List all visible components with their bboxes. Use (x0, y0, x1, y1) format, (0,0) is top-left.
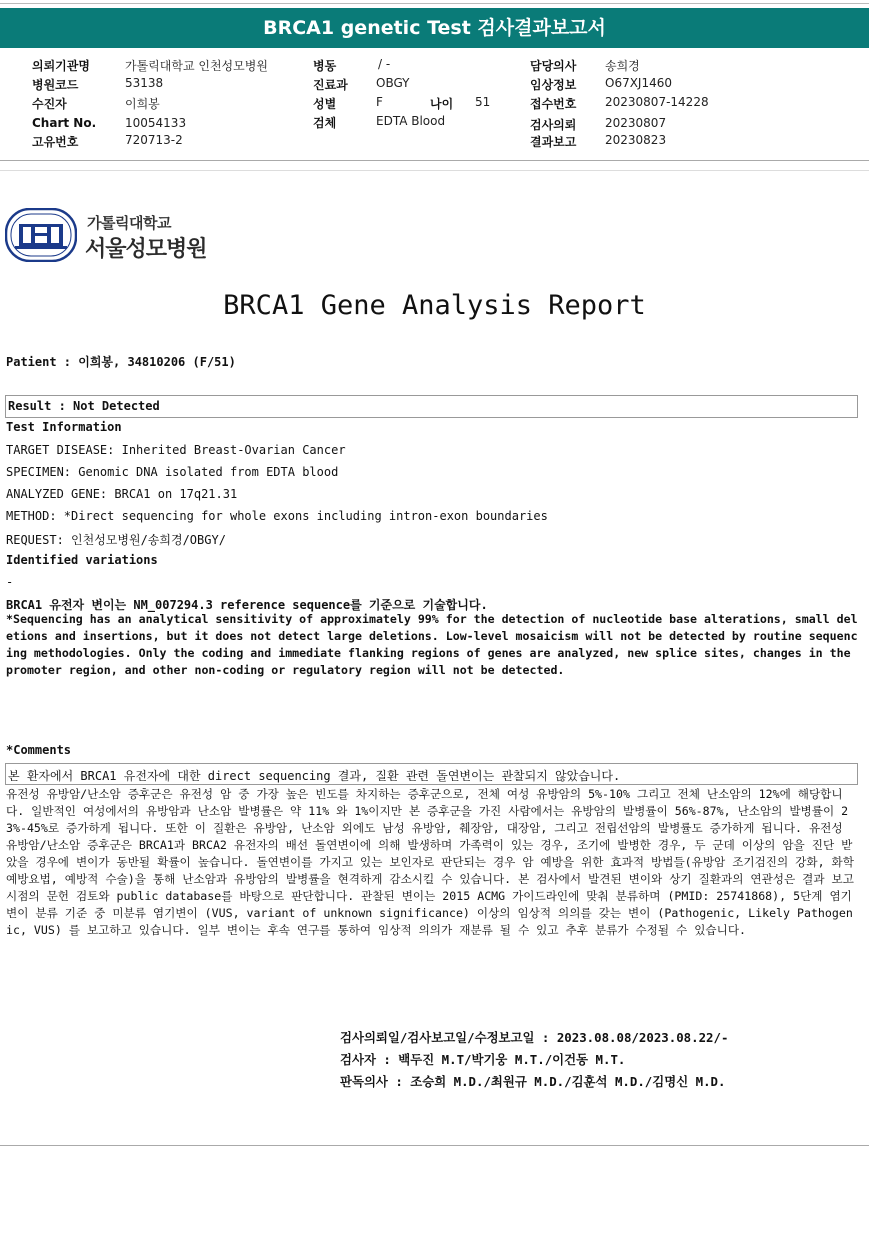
comment-body: 유전성 유방암/난소암 증후군은 유전성 암 중 가장 높은 빈도를 차지하는 증후군으로, 전체 여성 유방암의 5%-10% 그리고 전체 난소암의 12%에 해당합니다. 일반적인 여성에서의 유방암과 난소암 발병률은 약 11% 와 1%이지만 본 증후군을 가진 사람에서는 유방암의 발병률이 56%-87%, 난소암의 발병률이 23%-45%로 증가하게 됩니다. 또한 이 질환은 유방암, 난소암 외에도 남성 유방암, 췌장암, 대장암, 그리고 전립선암의 발병률도 증가하게 됩니다. 유전성 유방암/난소암 증후군은 BRCA1과 BRCA2 유전자의 배선 돌연변이에 의해 발생하며 가족력이 있는 경우, 조기에 발병한 경우, 두 군데 이상의 암을 진단 받았을 경우에 변이가 동반될 확률이 높습니다. 돌연변이를 가지고 있는 보인자로 판단되는 경우 암 예방을 위한 효과적 방법들(유방암 조기검진의 강화, 화학예방요법, 예방적 수술)을 통해 난소암과 유방암의 발병률을 현격하게 감소시킬 수 있습니다. 본 검사에서 발견된 변이와 상기 질환과의 연관성은 결과 보고 시점의 문헌 검토와 public database를 바탕으로 판단합니다. 관찰된 변이는 2015 ACMG 가이드라인에 맞춰 분류하며 (PMID: 25741868), 5단계 염기변이 분류 기준 중 미분류 염기변이 (VUS, variant of unknown significance) 이상의 임상적 의의를 갖는 변이 (Pathogenic, Likely Pathogenic, VUS) 를 보고하고 있습니다. 일부 변이는 후속 연구를 통하여 임상적 의의가 재분류 될 수 있고 추후 분류가 수정될 수 있습니다. (6, 787, 854, 937)
report-banner-title: BRCA1 genetic Test 검사결과보고서 (0, 8, 869, 48)
label-hospital-code: 병원코드 (32, 78, 79, 92)
comment-summary: 본 환자에서 BRCA1 유전자에 대한 direct sequencing 결과, 질환 관련 돌연변이는 관찰되지 않았습니다. (8, 769, 621, 783)
value-physician: 송희경 (605, 59, 640, 73)
sign-doctors: 판독의사 : 조승희 M.D./최원규 M.D./김훈석 M.D./김명신 M.D. (340, 1074, 726, 1089)
label-report-date: 결과보고 (530, 135, 577, 149)
reference-note: BRCA1 유전자 변이는 NM_007294.3 reference sequence를 기준으로 기술합니다. (6, 598, 488, 612)
label-referring-institution: 의뢰기관명 (32, 59, 90, 73)
footer-divider (0, 1145, 869, 1146)
value-clinical-info: O67XJ1460 (605, 76, 673, 90)
report-title: BRCA1 Gene Analysis Report (223, 290, 646, 321)
label-ward: 병동 (313, 59, 337, 73)
sign-testers: 검사자 : 백두진 M.T/박기웅 M.T./이건동 M.T. (340, 1052, 626, 1067)
method-line: METHOD: *Direct sequencing for whole exons including intron-exon boundaries (6, 509, 548, 523)
value-hospital-code: 53138 (125, 76, 164, 90)
comments-heading: *Comments (6, 743, 72, 757)
value-chart-no: 10054133 (125, 116, 187, 130)
value-specimen: EDTA Blood (376, 114, 446, 128)
label-unique-id: 고유번호 (32, 135, 79, 149)
label-patient-name: 수진자 (32, 97, 67, 111)
target-disease: TARGET DISEASE: Inherited Breast-Ovarian Cancer (6, 443, 346, 457)
value-ward: / - (378, 57, 391, 71)
hospital-emblem-icon (5, 208, 77, 262)
value-referring-institution: 가톨릭대학교 인천성모병원 (125, 59, 268, 73)
top-rule (0, 3, 869, 4)
label-age: 나이 (430, 97, 454, 111)
label-department: 진료과 (313, 78, 348, 92)
header-divider (0, 160, 869, 161)
label-specimen: 검체 (313, 116, 337, 130)
identified-variations-heading: Identified variations (6, 553, 158, 567)
result-box (5, 395, 858, 418)
value-age: 51 (475, 95, 491, 109)
hospital-logo (5, 208, 220, 264)
label-physician: 담당의사 (530, 59, 577, 73)
value-patient-name: 이희봉 (125, 97, 160, 111)
label-sex: 성별 (313, 97, 337, 111)
value-receipt-no: 20230807-14228 (605, 95, 709, 109)
sensitivity-note: *Sequencing has an analytical sensitivity of approximately 99% for the detection of nucleotide base alterations, small deletions and insertions, but it does not detect large deletions. Low-level mosaicism will not be detected by routine sequencing methodologies. Only the coding and immediate flanking regions of genes are analyzed, new splice sites, changes in the promoter region, and other non-coding or regulatory region will not be detected. (6, 612, 858, 677)
logo-university-text: 가톨릭대학교 (87, 214, 171, 232)
label-clinical-info: 임상정보 (530, 78, 577, 92)
logo-hospital-text: 서울성모병원 (85, 237, 207, 262)
value-request-date: 20230807 (605, 116, 667, 130)
value-department: OBGY (376, 76, 410, 90)
analyzed-gene: ANALYZED GENE: BRCA1 on 17q21.31 (6, 487, 238, 501)
result-text: Result : Not Detected (8, 399, 160, 413)
specimen-line: SPECIMEN: Genomic DNA isolated from EDTA blood (6, 465, 339, 479)
patient-line: Patient : 이희봉, 34810206 (F/51) (6, 355, 236, 369)
value-report-date: 20230823 (605, 133, 667, 147)
value-unique-id: 720713-2 (125, 133, 183, 147)
header-divider-light (0, 170, 869, 171)
label-receipt-no: 접수번호 (530, 97, 577, 111)
label-request-date: 검사의뢰 (530, 118, 577, 132)
label-chart-no: Chart No. (32, 116, 97, 130)
comment-box (5, 763, 858, 785)
value-sex: F (376, 95, 383, 109)
sign-dates: 검사의뢰일/검사보고일/수정보고일 : 2023.08.08/2023.08.22/- (340, 1030, 729, 1045)
request-line: REQUEST: 인천성모병원/송희경/OBGY/ (6, 533, 226, 547)
identified-variations-value: - (6, 575, 14, 589)
test-info-heading: Test Information (6, 420, 122, 434)
